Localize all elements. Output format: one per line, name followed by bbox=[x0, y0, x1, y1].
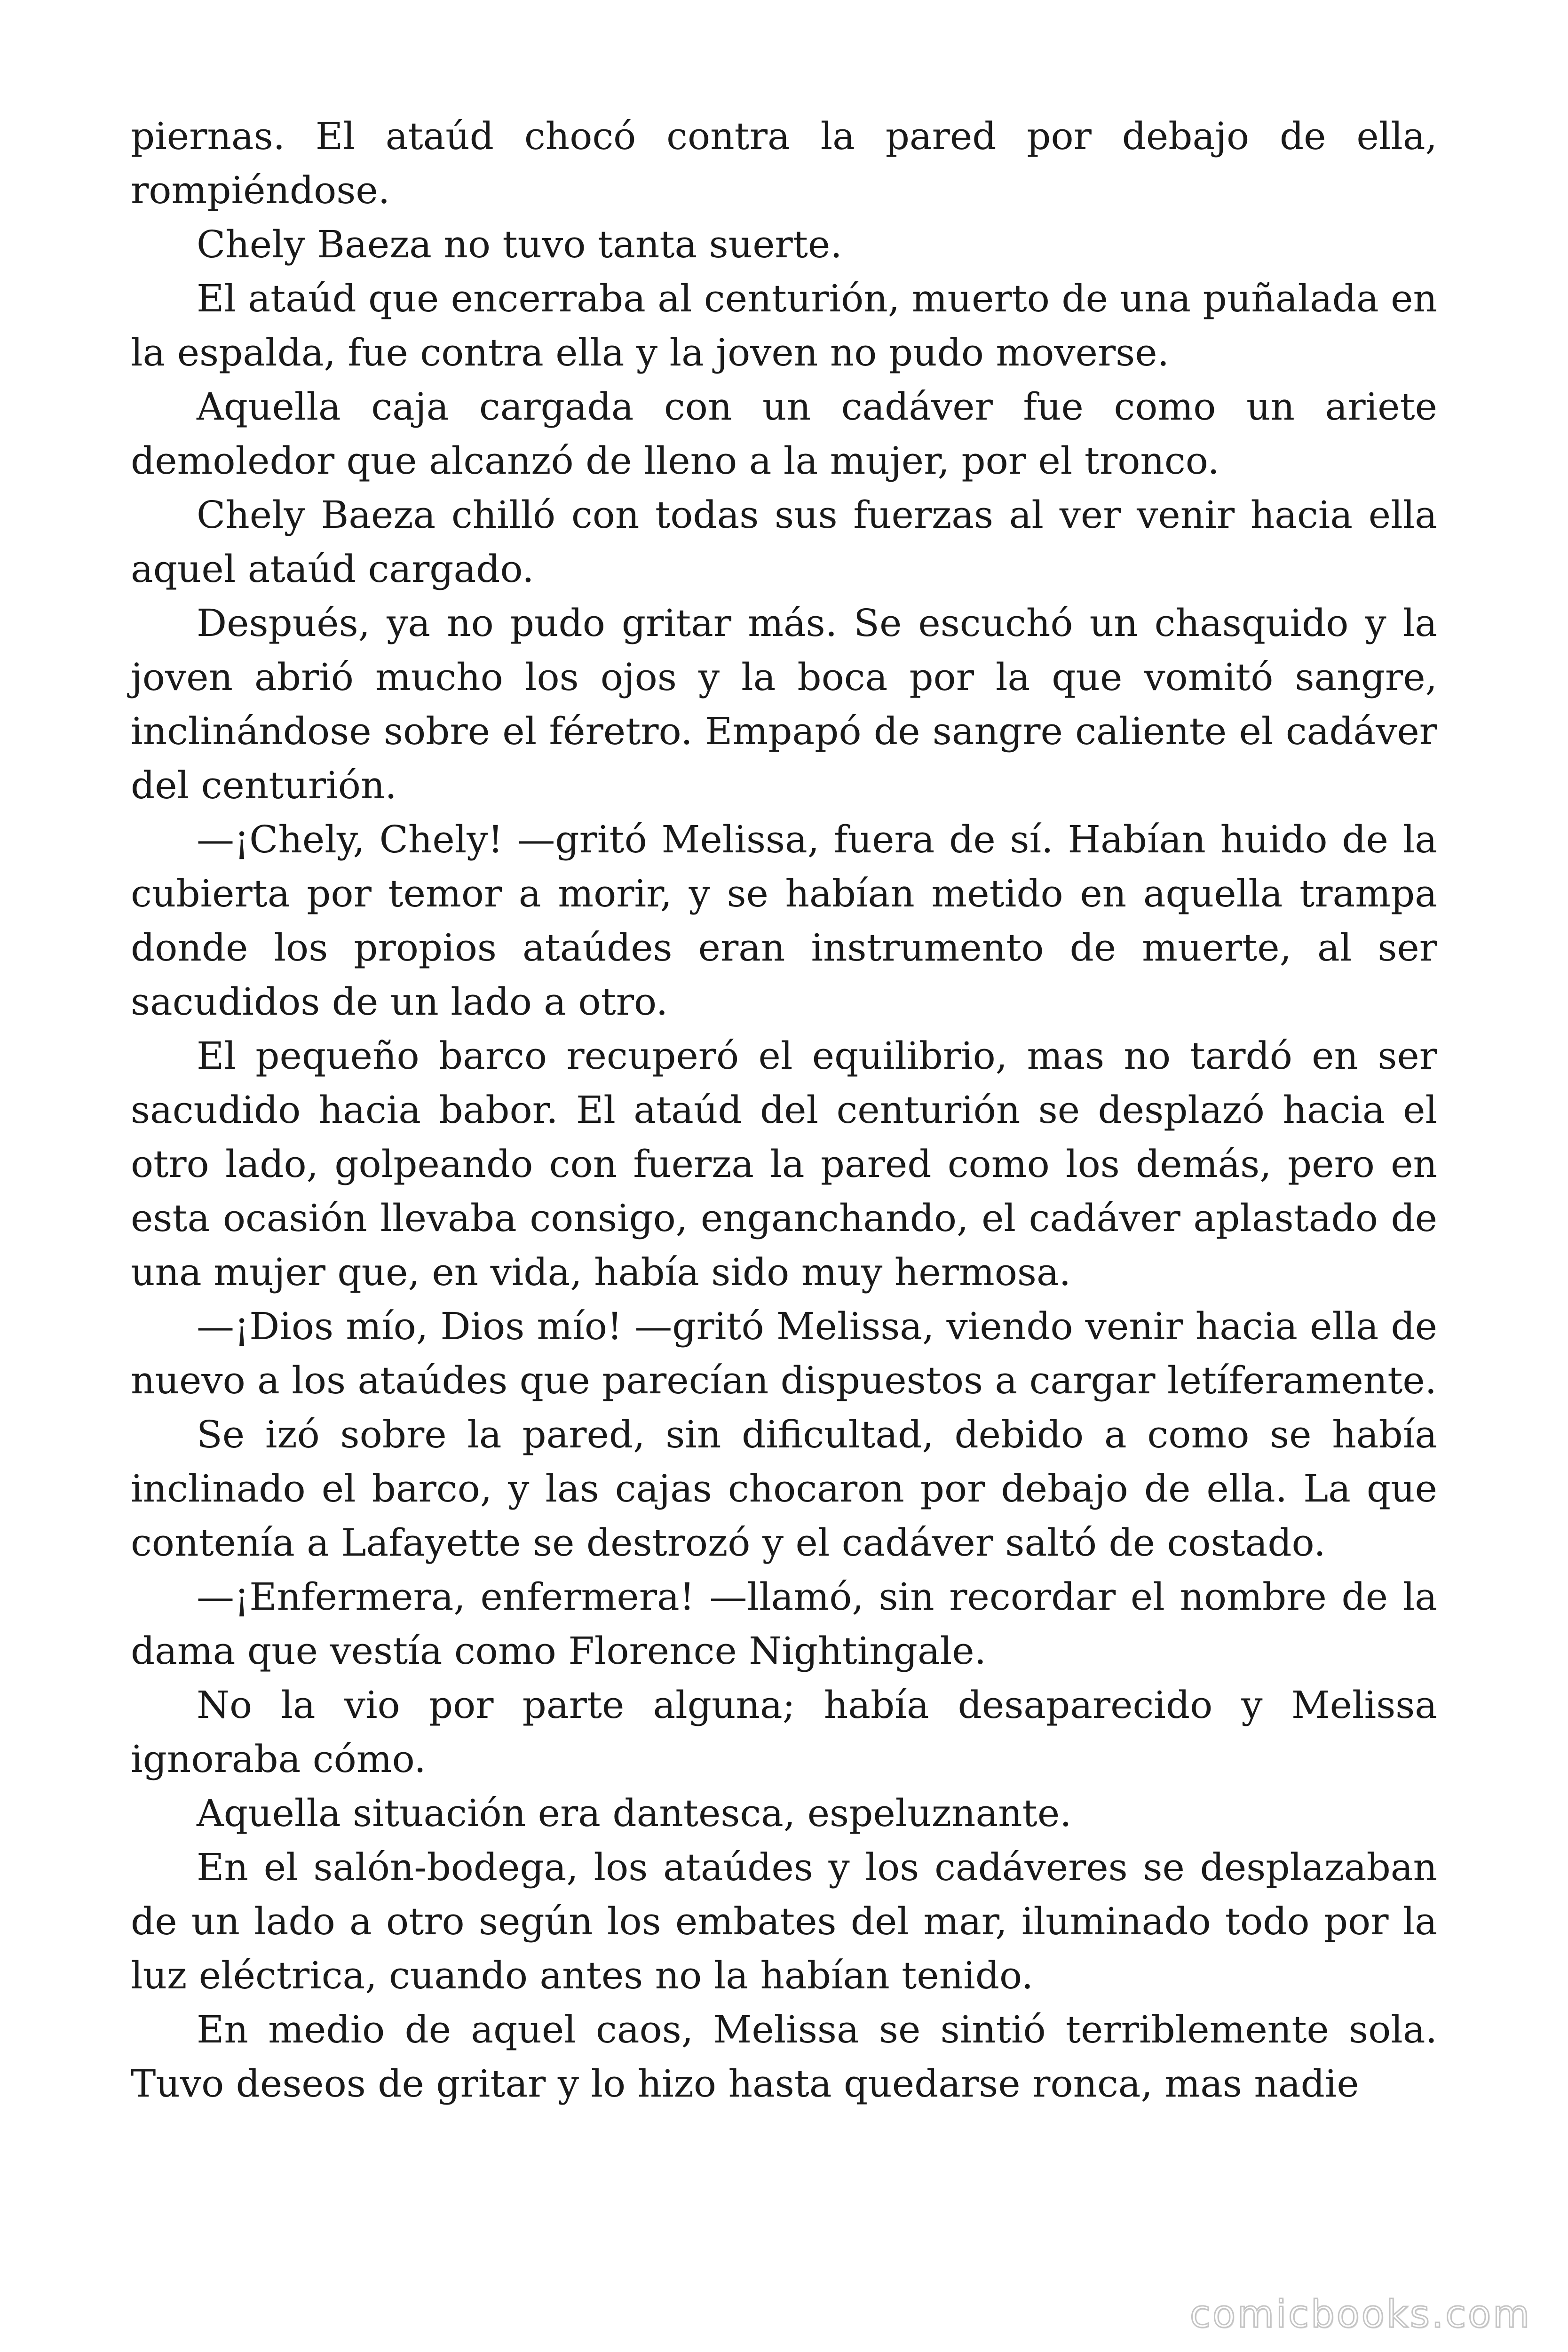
paragraph: El pequeño barco recuperó el equilibrio, mas no tardó en ser sacudido hacia babor. El ataúd del centurión se desplazó hacia el otro lado, golpeando con fuerza la pared como los demás, pero en esta ocasión llevaba consigo, enganchando, el cadáver aplastado de una mujer que, en vida, había sido muy hermosa. bbox=[131, 1034, 1437, 1294]
paragraph: piernas. El ataúd chocó contra la pared por debajo de ella, rompiéndose. bbox=[131, 114, 1437, 212]
paragraph: —¡Dios mío, Dios mío! —gritó Melissa, viendo venir hacia ella de nuevo a los ataúdes que parecían dispuestos a cargar letíferamente. bbox=[131, 1304, 1437, 1402]
paragraph: En medio de aquel caos, Melissa se sintió terriblemente sola. Tuvo deseos de gritar y lo hizo hasta quedarse ronca, mas nadie bbox=[131, 2008, 1437, 2106]
paragraph: Aquella situación era dantesca, espeluznante. bbox=[197, 1791, 1072, 1835]
watermark: comicbooks.com bbox=[1189, 2292, 1531, 2336]
paragraph: No la vio por parte alguna; había desaparecido y Melissa ignoraba cómo. bbox=[131, 1683, 1437, 1781]
paragraph: Aquella caja cargada con un cadáver fue como un ariete demoledor que alcanzó de lleno a la mujer, por el tronco. bbox=[131, 385, 1437, 483]
body-text bbox=[131, 109, 1437, 2111]
paragraph: —¡Chely, Chely! —gritó Melissa, fuera de sí. Habían huido de la cubierta por temor a morir, y se habían metido en aquella trampa donde los propios ataúdes eran instrumento de muerte, al ser sacudidos de un lado a otro. bbox=[131, 818, 1437, 1024]
paragraph: Se izó sobre la pared, sin dificultad, debido a como se había inclinado el barco, y las cajas chocaron por debajo de ella. La que contenía a Lafayette se destrozó y el cadáver saltó de costado. bbox=[131, 1413, 1437, 1565]
paragraph: Después, ya no pudo gritar más. Se escuchó un chasquido y la joven abrió mucho los ojos y la boca por la que vomitó sangre, inclinándose sobre el féretro. Empapó de sangre caliente el cadáver del centurión. bbox=[131, 601, 1437, 807]
paragraph: —¡Enfermera, enfermera! —llamó, sin recordar el nombre de la dama que vestía como Florence Nightingale. bbox=[131, 1575, 1437, 1673]
paragraph: El ataúd que encerraba al centurión, muerto de una puñalada en la espalda, fue contra ella y la joven no pudo moverse. bbox=[131, 277, 1437, 374]
paragraph: Chely Baeza chilló con todas sus fuerzas al ver venir hacia ella aquel ataúd cargado. bbox=[131, 493, 1437, 591]
paragraph: Chely Baeza no tuvo tanta suerte. bbox=[197, 222, 842, 266]
paragraph: En el salón-bodega, los ataúdes y los cadáveres se desplazaban de un lado a otro según los embates del mar, iluminado todo por la luz eléctrica, cuando antes no la habían tenido. bbox=[131, 1845, 1437, 1997]
